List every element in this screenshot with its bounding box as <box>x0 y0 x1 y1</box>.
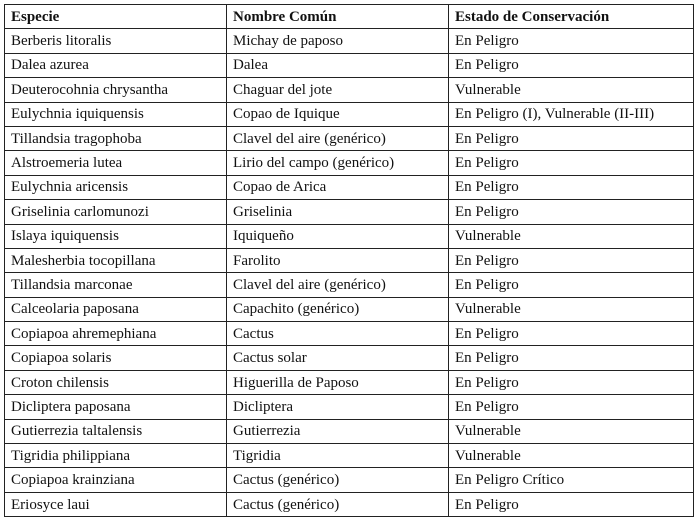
cell-nombre-comun: Gutierrezia <box>227 419 449 443</box>
cell-especie: Tillandsia marconae <box>5 273 227 297</box>
cell-especie: Croton chilensis <box>5 370 227 394</box>
cell-estado: Vulnerable <box>449 78 694 102</box>
cell-especie: Copiapoa ahremephiana <box>5 322 227 346</box>
cell-especie: Alstroemeria lutea <box>5 151 227 175</box>
cell-estado: En Peligro (I), Vulnerable (II-III) <box>449 102 694 126</box>
table-row <box>5 297 694 321</box>
header-estado-conservacion: Estado de Conservación <box>449 5 694 29</box>
cell-estado: En Peligro <box>449 53 694 77</box>
cell-especie: Islaya iquiquensis <box>5 224 227 248</box>
cell-estado: En Peligro Crítico <box>449 468 694 492</box>
table-row <box>5 78 694 102</box>
cell-especie: Calceolaria paposana <box>5 297 227 321</box>
cell-especie: Tigridia philippiana <box>5 444 227 468</box>
cell-estado: En Peligro <box>449 370 694 394</box>
cell-especie: Copiapoa solaris <box>5 346 227 370</box>
cell-estado: En Peligro <box>449 346 694 370</box>
table-row <box>5 444 694 468</box>
cell-estado: En Peligro <box>449 322 694 346</box>
cell-especie: Eriosyce laui <box>5 492 227 516</box>
cell-estado: En Peligro <box>449 200 694 224</box>
cell-nombre-comun: Capachito (genérico) <box>227 297 449 321</box>
table-row <box>5 53 694 77</box>
table-row <box>5 346 694 370</box>
cell-especie: Griselinia carlomunozi <box>5 200 227 224</box>
conservation-table <box>4 4 694 517</box>
table-row <box>5 248 694 272</box>
table-row <box>5 419 694 443</box>
cell-nombre-comun: Tigridia <box>227 444 449 468</box>
table-row <box>5 126 694 150</box>
cell-especie: Eulychnia aricensis <box>5 175 227 199</box>
cell-especie: Berberis litoralis <box>5 29 227 53</box>
table-row <box>5 175 694 199</box>
cell-estado: Vulnerable <box>449 419 694 443</box>
cell-nombre-comun: Cactus (genérico) <box>227 492 449 516</box>
cell-especie: Dicliptera paposana <box>5 395 227 419</box>
table-row <box>5 273 694 297</box>
cell-nombre-comun: Higuerilla de Paposo <box>227 370 449 394</box>
table-row <box>5 200 694 224</box>
cell-especie: Deuterocohnia chrysantha <box>5 78 227 102</box>
cell-estado: En Peligro <box>449 151 694 175</box>
cell-estado: En Peligro <box>449 273 694 297</box>
cell-estado: En Peligro <box>449 29 694 53</box>
cell-nombre-comun: Chaguar del jote <box>227 78 449 102</box>
table-row <box>5 322 694 346</box>
table-row <box>5 224 694 248</box>
cell-estado: Vulnerable <box>449 444 694 468</box>
cell-especie: Copiapoa krainziana <box>5 468 227 492</box>
cell-especie: Gutierrezia taltalensis <box>5 419 227 443</box>
table-row <box>5 468 694 492</box>
cell-estado: En Peligro <box>449 395 694 419</box>
cell-nombre-comun: Cactus <box>227 322 449 346</box>
table-row <box>5 492 694 516</box>
cell-nombre-comun: Lirio del campo (genérico) <box>227 151 449 175</box>
cell-nombre-comun: Cactus solar <box>227 346 449 370</box>
cell-nombre-comun: Cactus (genérico) <box>227 468 449 492</box>
cell-especie: Eulychnia iquiquensis <box>5 102 227 126</box>
table-header-row <box>5 5 694 29</box>
table-row <box>5 29 694 53</box>
cell-nombre-comun: Copao de Iquique <box>227 102 449 126</box>
header-nombre-comun: Nombre Común <box>227 5 449 29</box>
table-row <box>5 370 694 394</box>
table-row <box>5 395 694 419</box>
cell-nombre-comun: Dicliptera <box>227 395 449 419</box>
cell-nombre-comun: Griselinia <box>227 200 449 224</box>
cell-estado: En Peligro <box>449 248 694 272</box>
cell-nombre-comun: Clavel del aire (genérico) <box>227 126 449 150</box>
cell-nombre-comun: Clavel del aire (genérico) <box>227 273 449 297</box>
cell-especie: Tillandsia tragophoba <box>5 126 227 150</box>
header-especie: Especie <box>5 5 227 29</box>
cell-nombre-comun: Michay de paposo <box>227 29 449 53</box>
cell-estado: Vulnerable <box>449 297 694 321</box>
cell-especie: Malesherbia tocopillana <box>5 248 227 272</box>
cell-nombre-comun: Dalea <box>227 53 449 77</box>
cell-especie: Dalea azurea <box>5 53 227 77</box>
table-row <box>5 102 694 126</box>
cell-estado: En Peligro <box>449 492 694 516</box>
table-row <box>5 151 694 175</box>
cell-estado: Vulnerable <box>449 224 694 248</box>
cell-estado: En Peligro <box>449 175 694 199</box>
cell-nombre-comun: Farolito <box>227 248 449 272</box>
cell-estado: En Peligro <box>449 126 694 150</box>
cell-nombre-comun: Copao de Arica <box>227 175 449 199</box>
cell-nombre-comun: Iquiqueño <box>227 224 449 248</box>
